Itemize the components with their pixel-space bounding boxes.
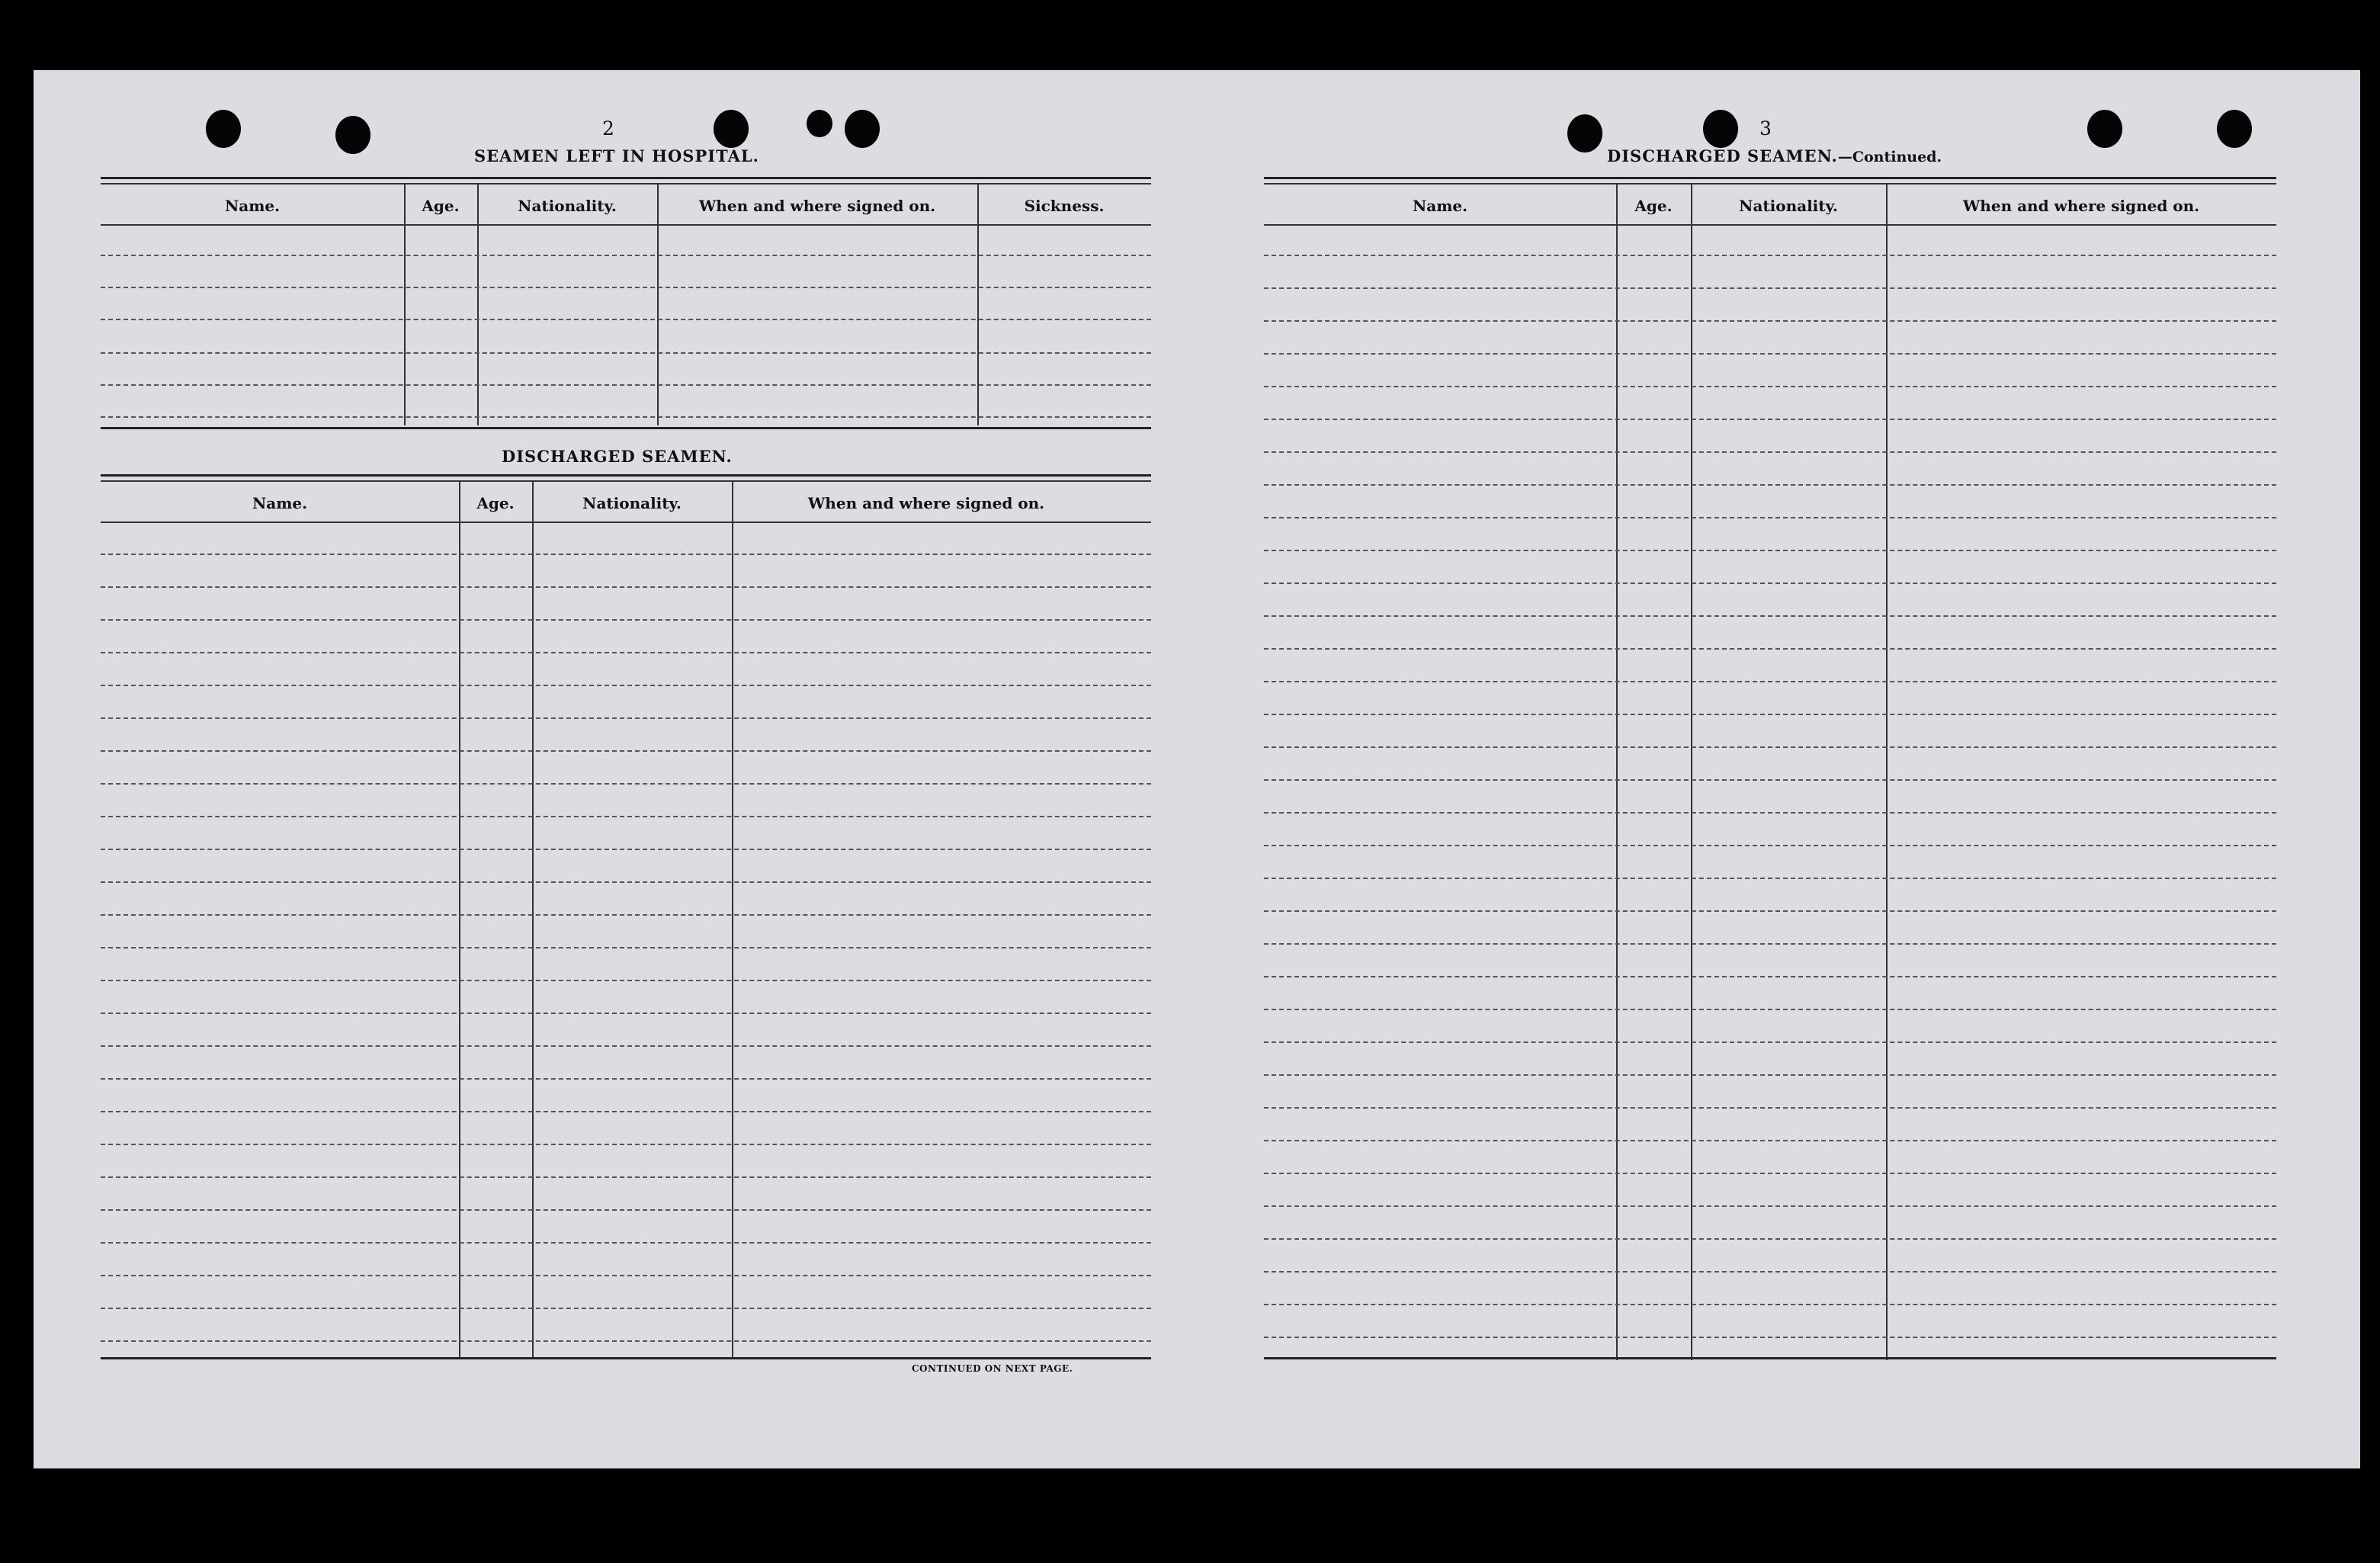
column-header-signed-on: When and where signed on. [1962, 197, 2200, 215]
punch-hole [1567, 114, 1602, 152]
discharged-table-right [1264, 177, 2276, 1435]
page-number-left: 2 [602, 117, 614, 140]
punch-hole [845, 110, 880, 148]
discharged-title-text: DISCHARGED SEAMEN. [1607, 146, 1838, 165]
page-number-right: 3 [1759, 117, 1772, 140]
discharged-continued-title [1607, 146, 1942, 165]
discharged-table-left [101, 474, 1151, 1435]
column-header-nationality: Nationality. [1739, 197, 1838, 215]
column-header-age: Age. [1634, 197, 1673, 215]
punch-hole [2087, 110, 2122, 148]
column-header-age: Age. [476, 494, 515, 512]
column-header-name: Name. [224, 197, 281, 215]
punch-hole [1703, 110, 1738, 148]
column-header-signed-on: When and where signed on. [807, 494, 1045, 512]
column-header-age: Age. [422, 197, 460, 215]
punch-hole [807, 110, 832, 137]
document-page [34, 70, 2360, 1468]
discharged-section-title: DISCHARGED SEAMEN. [502, 447, 733, 466]
hospital-section-title: SEAMEN LEFT IN HOSPITAL. [474, 146, 759, 165]
column-header-nationality: Nationality. [518, 197, 617, 215]
column-header-name: Name. [1412, 197, 1468, 215]
punch-hole [714, 110, 749, 148]
punch-hole [2217, 110, 2252, 148]
punch-hole [206, 110, 241, 148]
column-header-nationality: Nationality. [582, 494, 682, 512]
column-header-name: Name. [252, 494, 308, 512]
continued-suffix: —Continued. [1837, 149, 1942, 165]
column-header-signed-on: When and where signed on. [698, 197, 936, 215]
column-header-sickness: Sickness. [1024, 197, 1105, 215]
punch-hole [335, 116, 370, 154]
continued-note: CONTINUED ON NEXT PAGE. [912, 1363, 1073, 1374]
